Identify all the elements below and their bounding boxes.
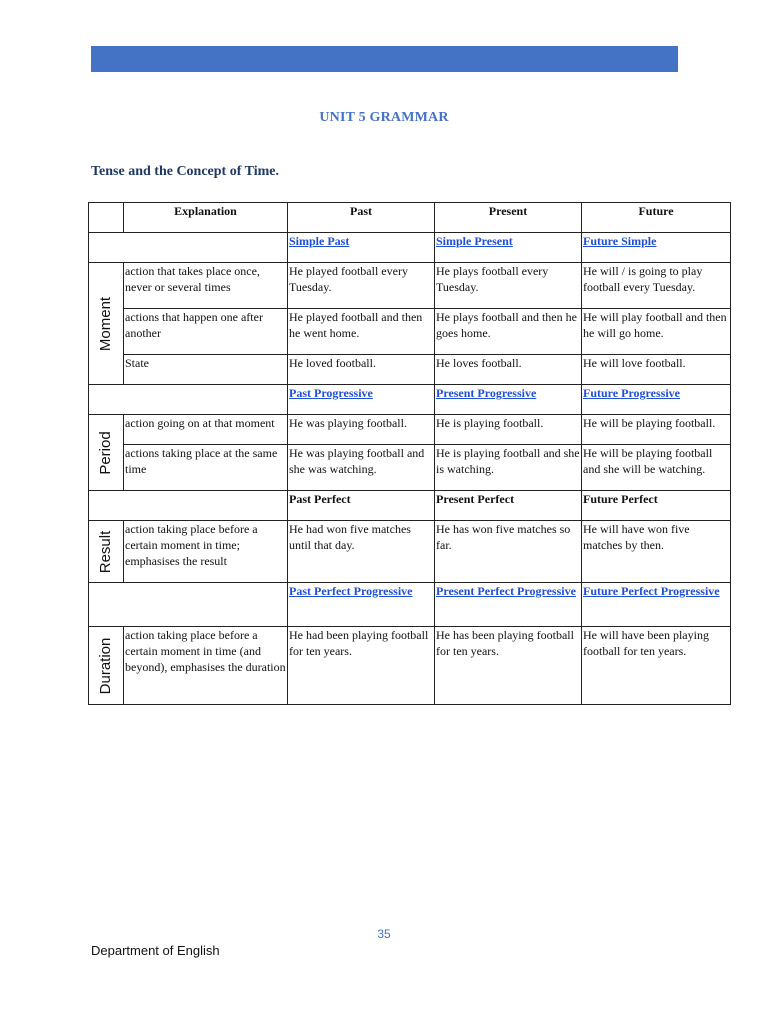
column-header-present: Present bbox=[435, 203, 582, 233]
example-past: He was playing football. bbox=[288, 415, 435, 445]
unit-title: UNIT 5 GRAMMAR bbox=[319, 110, 449, 125]
example-future: He will have been playing football for ten years. bbox=[582, 627, 731, 705]
tense-name-row bbox=[89, 233, 731, 263]
example-present: He plays football every Tuesday. bbox=[435, 263, 582, 309]
example-present: He plays football and then he goes home. bbox=[435, 309, 582, 355]
tense-name-cell bbox=[582, 491, 731, 521]
table-row bbox=[89, 263, 731, 309]
tense-link-present-progressive[interactable]: Present Progressive bbox=[436, 386, 537, 400]
tense-table bbox=[88, 202, 731, 705]
tense-link-past-progressive[interactable]: Past Progressive bbox=[289, 386, 373, 400]
example-future: He will play football and then he will go home. bbox=[582, 309, 731, 355]
table-row bbox=[89, 415, 731, 445]
header-bar bbox=[91, 46, 678, 72]
table-row bbox=[89, 445, 731, 491]
table-header-row bbox=[89, 203, 731, 233]
tense-name-future-perfect: Future Perfect bbox=[583, 492, 658, 506]
tense-name-cell bbox=[435, 491, 582, 521]
column-header-explanation: Explanation bbox=[124, 203, 288, 233]
example-future: He will be playing football. bbox=[582, 415, 731, 445]
group-label-moment: Moment bbox=[97, 296, 114, 351]
table-row bbox=[89, 627, 731, 705]
tense-name-spacer bbox=[89, 233, 288, 263]
group-label-cell bbox=[89, 415, 124, 491]
example-future: He will have won five matches by then. bbox=[582, 521, 731, 583]
tense-link-future-perfect-progressive[interactable]: Future Perfect Progressive bbox=[583, 584, 720, 598]
tense-name-cell bbox=[288, 491, 435, 521]
example-past: He had been playing football for ten years. bbox=[288, 627, 435, 705]
tense-name-cell bbox=[288, 233, 435, 263]
group-label-cell bbox=[89, 627, 124, 705]
example-past: He was playing football and she was watching. bbox=[288, 445, 435, 491]
department-footer: Department of English bbox=[91, 943, 220, 958]
table-row bbox=[89, 309, 731, 355]
column-header-future: Future bbox=[582, 203, 731, 233]
tense-name-cell bbox=[582, 583, 731, 627]
tense-name-cell bbox=[435, 385, 582, 415]
explanation-cell: State bbox=[124, 355, 288, 385]
explanation-cell: action that takes place once, never or several times bbox=[124, 263, 288, 309]
explanation-cell: actions that happen one after another bbox=[124, 309, 288, 355]
group-label-cell bbox=[89, 263, 124, 385]
tense-name-cell bbox=[288, 583, 435, 627]
example-future: He will / is going to play football every Tuesday. bbox=[582, 263, 731, 309]
tense-name-row bbox=[89, 583, 731, 627]
example-future: He will love football. bbox=[582, 355, 731, 385]
example-present: He loves football. bbox=[435, 355, 582, 385]
page-number: 35 bbox=[377, 927, 391, 941]
example-past: He had won five matches until that day. bbox=[288, 521, 435, 583]
tense-link-future-progressive[interactable]: Future Progressive bbox=[583, 386, 680, 400]
tense-name-present-perfect: Present Perfect bbox=[436, 492, 515, 506]
tense-name-spacer bbox=[89, 385, 288, 415]
tense-name-spacer bbox=[89, 583, 288, 627]
explanation-cell: action taking place before a certain moment in time; emphasises the result bbox=[124, 521, 288, 583]
example-past: He loved football. bbox=[288, 355, 435, 385]
example-past: He played football every Tuesday. bbox=[288, 263, 435, 309]
tense-link-past-perfect-progressive[interactable]: Past Perfect Progressive bbox=[289, 584, 413, 598]
table-row bbox=[89, 521, 731, 583]
tense-name-row bbox=[89, 491, 731, 521]
table-row bbox=[89, 355, 731, 385]
tense-name-row bbox=[89, 385, 731, 415]
example-future: He will be playing football and she will be watching. bbox=[582, 445, 731, 491]
tense-name-past-perfect: Past Perfect bbox=[289, 492, 351, 506]
tense-name-cell bbox=[288, 385, 435, 415]
header-corner-cell bbox=[89, 203, 124, 233]
tense-link-simple-past[interactable]: Simple Past bbox=[289, 234, 350, 248]
explanation-cell: action going on at that moment bbox=[124, 415, 288, 445]
explanation-cell: actions taking place at the same time bbox=[124, 445, 288, 491]
tense-name-cell bbox=[435, 233, 582, 263]
group-label-period: Period bbox=[97, 430, 114, 475]
tense-name-cell bbox=[435, 583, 582, 627]
explanation-cell: action taking place before a certain moment in time (and beyond), emphasises the duration bbox=[124, 627, 288, 705]
tense-link-future-simple[interactable]: Future Simple bbox=[583, 234, 657, 248]
example-present: He has won five matches so far. bbox=[435, 521, 582, 583]
column-header-past: Past bbox=[288, 203, 435, 233]
example-past: He played football and then he went home. bbox=[288, 309, 435, 355]
example-present: He has been playing football for ten years. bbox=[435, 627, 582, 705]
section-subtitle: Tense and the Concept of Time. bbox=[91, 164, 279, 179]
tense-name-cell bbox=[582, 385, 731, 415]
example-present: He is playing football and she is watching. bbox=[435, 445, 582, 491]
group-label-result: Result bbox=[97, 530, 114, 573]
group-label-cell bbox=[89, 521, 124, 583]
tense-name-spacer bbox=[89, 491, 288, 521]
tense-name-cell bbox=[582, 233, 731, 263]
example-present: He is playing football. bbox=[435, 415, 582, 445]
group-label-duration: Duration bbox=[97, 637, 114, 694]
tense-link-present-perfect-progressive[interactable]: Present Perfect Progressive bbox=[436, 584, 576, 598]
tense-link-simple-present[interactable]: Simple Present bbox=[436, 234, 513, 248]
